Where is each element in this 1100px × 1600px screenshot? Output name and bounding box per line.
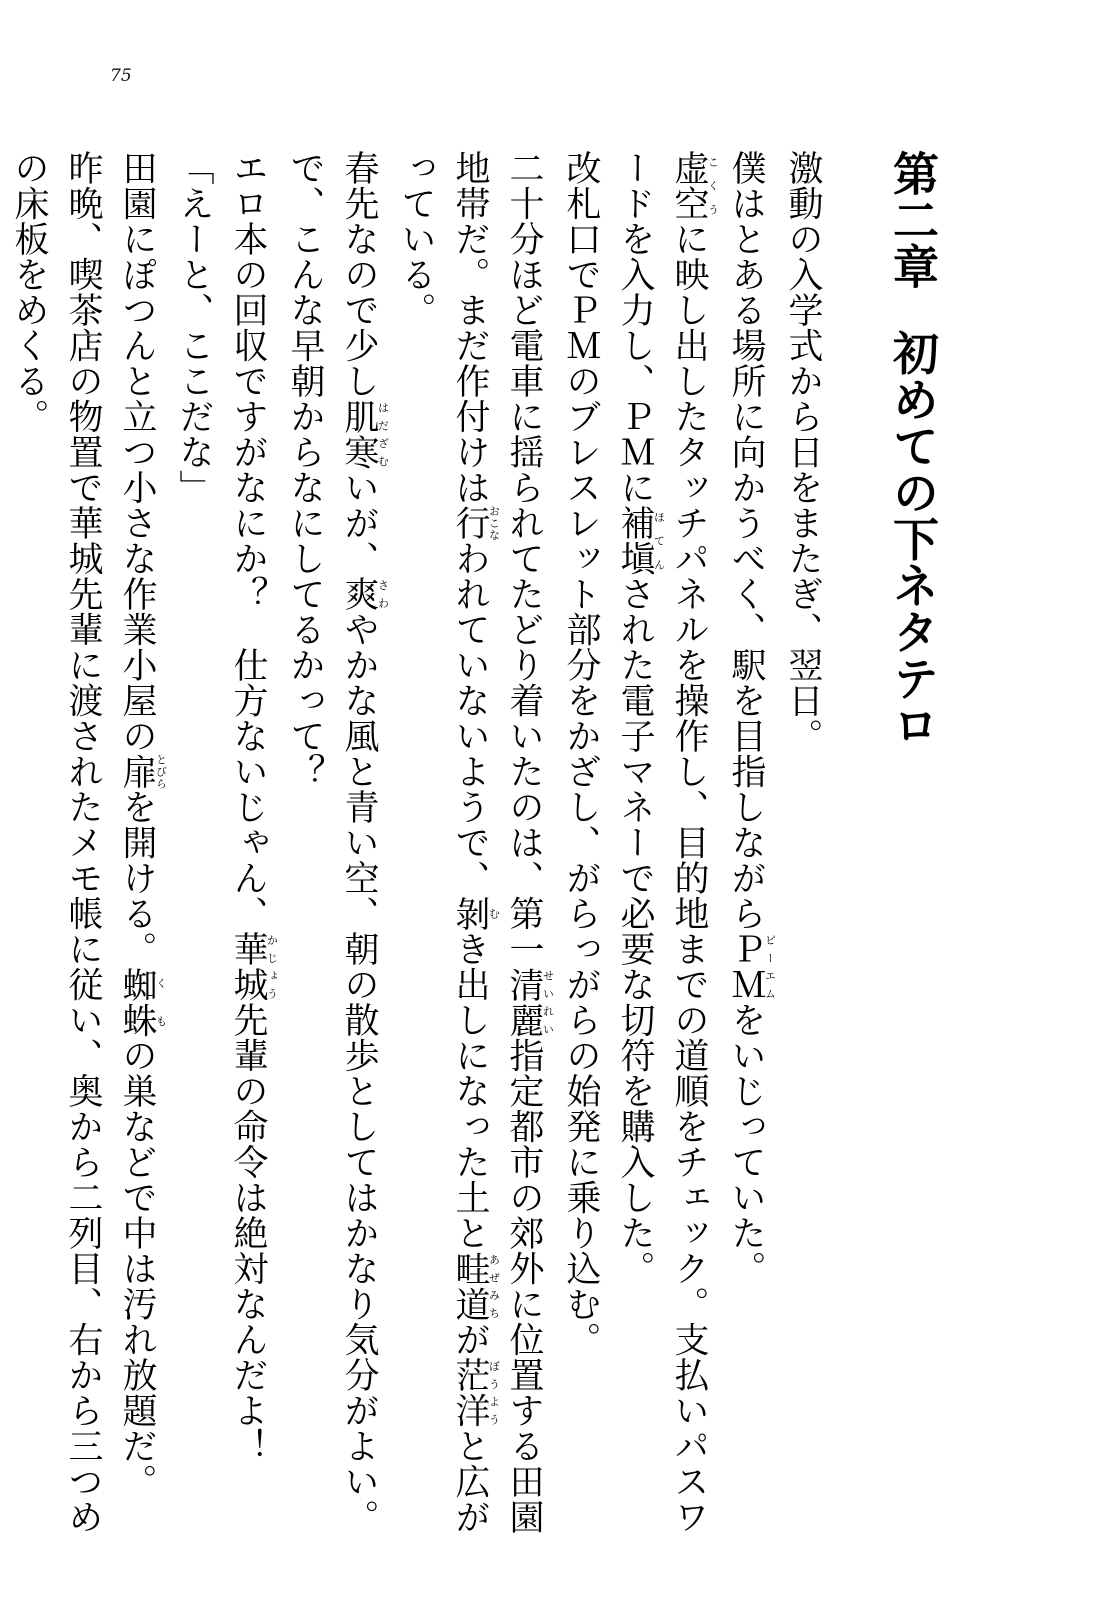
ruby-word: [339, 576, 390, 612]
ruby-word: [726, 931, 777, 1002]
ruby-base: 蜘蛛: [117, 966, 157, 1038]
ruby-base: 補塡: [615, 505, 655, 576]
ruby-reading: さわ: [376, 576, 390, 612]
ruby-reading: む: [487, 895, 501, 931]
text-run: 指定都市の郊外に位置する田園地帯だ。まだ作付けは: [450, 150, 544, 1535]
ruby-base: ＰＭ: [726, 931, 766, 1002]
text-run: 「えーと、ここだな」: [174, 150, 214, 505]
chapter-title: [886, 150, 940, 1540]
ruby-reading: あぜみち: [487, 1250, 501, 1322]
paragraph: [719, 150, 776, 1540]
ruby-word: [450, 505, 501, 541]
ruby-word: [339, 398, 390, 470]
ruby-base: 華城: [228, 931, 268, 1002]
text-run: 田園にぽつんと立つ小さな作業小屋の: [117, 150, 157, 754]
text-run: された電子マネーで必要な切符を購入した。: [615, 576, 655, 1286]
text-run: 激動の入学式から日をまたぎ、翌日。: [783, 150, 823, 754]
text-run: 春先なので少し: [339, 150, 379, 399]
ruby-base: 扉: [117, 753, 157, 789]
ruby-word: [615, 505, 666, 576]
ruby-word: [450, 1250, 501, 1322]
ruby-word: [504, 966, 555, 1038]
ruby-base: 清麗: [504, 966, 544, 1038]
paragraph: [608, 150, 719, 1540]
ruby-base: 畦道: [450, 1250, 490, 1322]
text-run: に映し出したタッチパネルを操作し、目的地までの道順をチェック。支払いパスワードを入力し、ＰＭに: [615, 150, 709, 1535]
text-run: 昨晩、喫茶店の物置で華城先輩に渡されたメモ帳に従い、奥から二列目、右から三つめの床板をめくる。: [9, 150, 103, 1535]
ruby-word: [450, 895, 501, 932]
ruby-word: [450, 1357, 501, 1428]
text-run: 先輩の命令は絶対なんだよ！: [228, 1002, 268, 1464]
text-run: をいじっていた。: [726, 1002, 766, 1286]
text-run: 改札口でＰＭのブレスレット部分をかざし、がらっがらの始発に乗り込む。: [561, 150, 601, 1357]
ruby-base: 爽: [339, 576, 379, 612]
paragraph: [776, 150, 830, 1540]
ruby-reading: ぼうよう: [487, 1357, 501, 1428]
text-run: エロ本の回収ですがなにか？ 仕方ないじゃん、: [228, 150, 268, 931]
text-run: 二十分ほど電車に揺られてたどり着いたのは、第一: [504, 150, 544, 967]
paragraph: [278, 150, 332, 1540]
text-run: いが、: [339, 469, 379, 576]
ruby-reading: ほてん: [652, 505, 666, 576]
text-run: 僕はとある場所に向かうべく、駅を目指しながら: [726, 150, 766, 931]
paragraph: [332, 150, 389, 1540]
paragraph: [2, 150, 110, 1540]
ruby-reading: とびら: [154, 753, 168, 789]
text-run: と広がっている。: [396, 150, 490, 1535]
paragraph: [110, 150, 167, 1540]
text-run: が: [450, 1321, 490, 1357]
ruby-word: [669, 150, 720, 221]
ruby-reading: はだざむ: [376, 398, 390, 470]
chapter-name: 初めての下ネタテロ: [886, 329, 940, 748]
ruby-reading: こくう: [706, 150, 720, 221]
text-run: で、こんな早朝からなにしてるかって？: [285, 150, 325, 789]
text-run: われていないようで、: [450, 540, 490, 896]
page-body: [9, 150, 940, 1540]
paragraph: [389, 150, 554, 1540]
ruby-word: [117, 966, 168, 1038]
paragraph: [554, 150, 608, 1540]
chapter-number: 第二章: [886, 150, 940, 290]
ruby-word: [228, 931, 279, 1002]
ruby-word: [117, 753, 168, 790]
ruby-reading: かじょう: [265, 931, 279, 1002]
ruby-base: 茫洋: [450, 1357, 490, 1428]
text-run: の巣などで中は汚れ放題だ。: [117, 1037, 157, 1499]
text-run: き出しになった土と: [450, 931, 490, 1251]
page-number: 75: [110, 66, 132, 86]
paragraph: [221, 150, 278, 1540]
ruby-reading: くも: [154, 966, 168, 1038]
body-text: [2, 150, 830, 1540]
text-run: やかな風と青い空、朝の散歩としてはかなり気分がよい。: [339, 611, 379, 1535]
ruby-reading: ピーエム: [763, 931, 777, 1002]
ruby-base: 行: [450, 505, 490, 541]
paragraph: [167, 150, 221, 1540]
ruby-reading: おこな: [487, 505, 501, 541]
ruby-base: 虚空: [669, 150, 709, 221]
ruby-base: 肌寒: [339, 398, 379, 470]
ruby-reading: せいれい: [541, 966, 555, 1038]
text-run: を開ける。: [117, 789, 157, 967]
ruby-base: 剝: [450, 895, 490, 931]
